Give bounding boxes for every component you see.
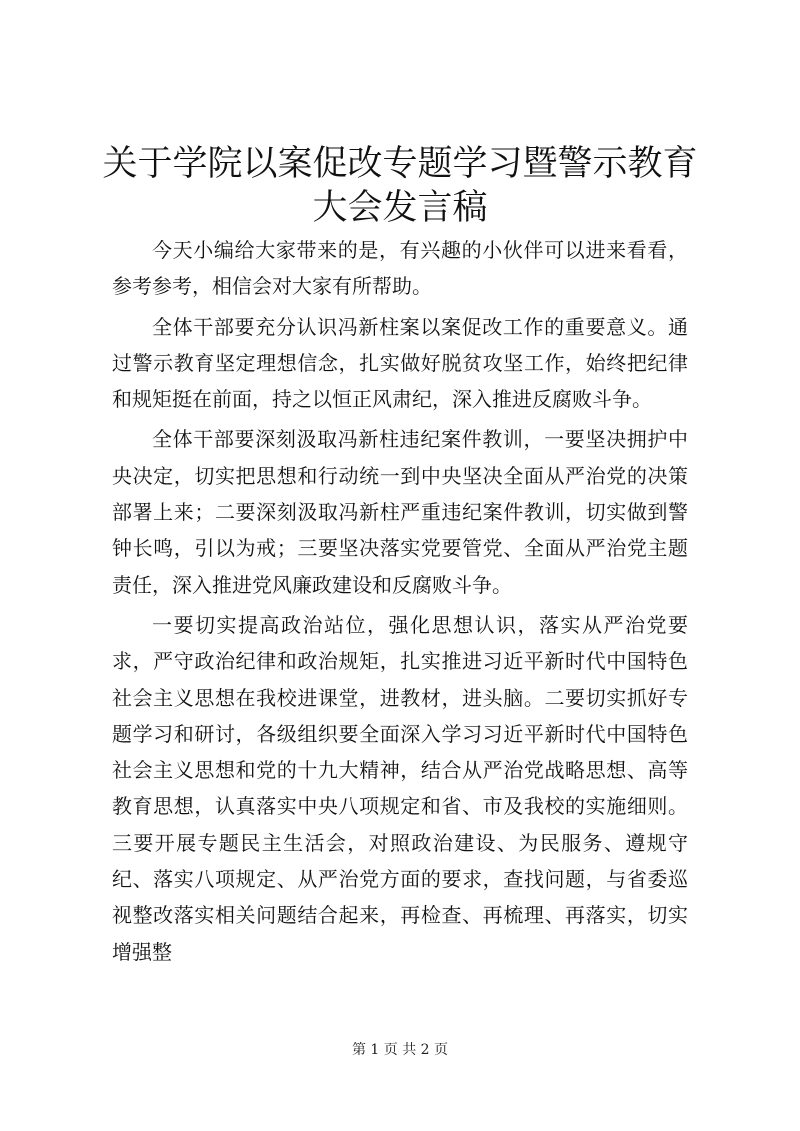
document-title: 关于学院以案促改专题学习暨警示教育大会发言稿 [102, 144, 698, 228]
paragraph-requirements: 一要切实提高政治站位，强化思想认识，落实从严治党要求，严守政治纪律和政治规矩，扎实推进习近平新时代中国特色社会主义思想在我校进课堂，进教材，进头脑。二要切实抓好专题学习和研讨，各级组织要全面深入学习习近平新时代中国特色社会主义思想和党的十九大精神，结合从严治党战略思想、高等教育思想，认真落实中央八项规定和省、市及我校的实施细则。三要开展专题民主生活会，对照政治建设、为民服务、遵规守纪、落实八项规定、从严治党方面的要求，查找问题，与省委巡视整改落实相关问题结合起来，再检查、再梳理、再落实，切实增强整 [112, 612, 688, 964]
page-footer: 第 1 页 共 2 页 [351, 1042, 449, 1058]
paragraph-lessons: 全体干部要深刻汲取冯新柱违纪案件教训，一要坚决拥护中央决定，切实把思想和行动统一到中央坚决全面从严治党的决策部署上来；二要深刻汲取冯新柱严重违纪案件教训，切实做到警钟长鸣，引以为戒；三要坚决落实党要管党、全面从严治党主题责任，深入推进党风廉政建设和反腐败斗争。 [112, 427, 688, 597]
paragraph-significance: 全体干部要充分认识冯新柱案以案促改工作的重要意义。通过警示教育坚定理想信念，扎实做好脱贫攻坚工作，始终把纪律和规矩挺在前面，持之以恒正风肃纪，深入推进反腐败斗争。 [112, 314, 688, 412]
paragraph-intro: 今天小编给大家带来的是，有兴趣的小伙伴可以进来看看，参考参考，相信会对大家有所帮助。 [112, 238, 688, 299]
document-body [112, 232, 688, 974]
